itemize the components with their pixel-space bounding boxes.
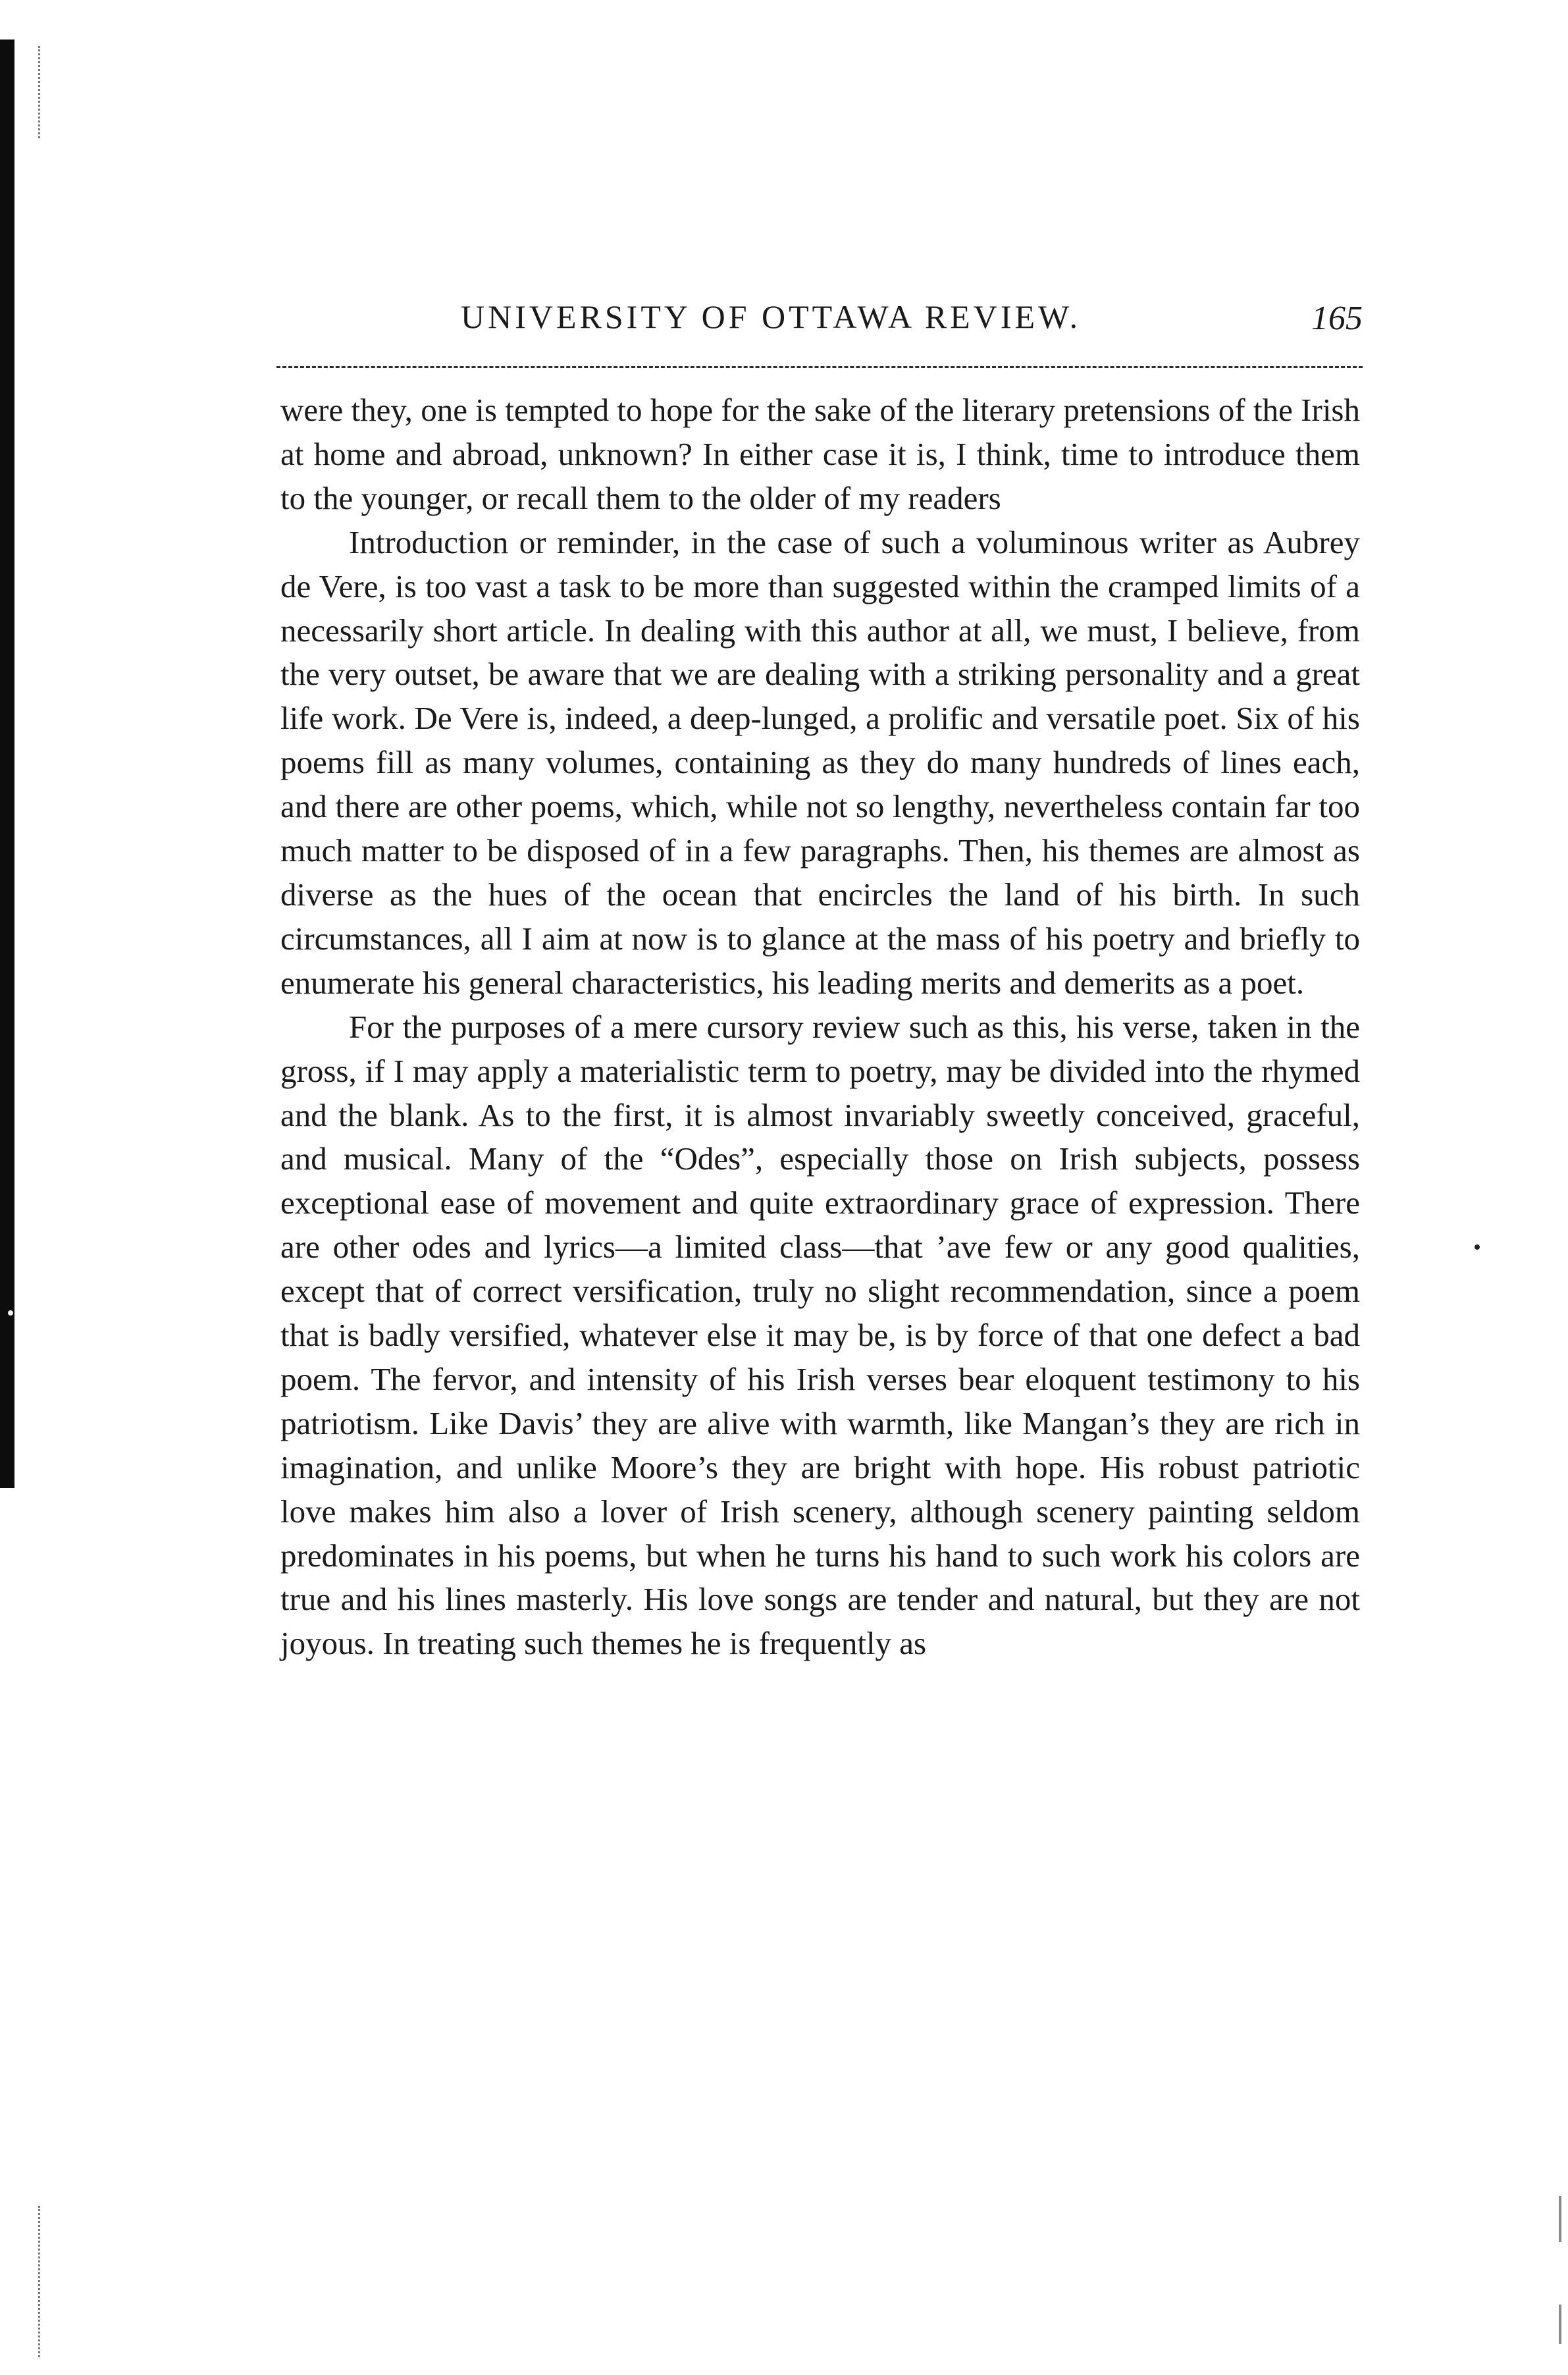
page-number: 165 <box>1311 300 1363 337</box>
scan-smudge <box>1559 2196 1561 2242</box>
running-head <box>276 298 1363 345</box>
scan-smudge <box>1559 2305 1561 2344</box>
ink-speck <box>1475 1244 1480 1250</box>
journal-title: UNIVERSITY OF OTTAWA REVIEW. <box>461 298 1082 335</box>
page-binding-edge <box>0 40 14 1488</box>
article-body <box>280 388 1360 1666</box>
paragraph-verse-review: For the purposes of a mere cursory review such as this, his verse, taken in the gross, if I may apply a materialistic term to poetry, may be divided into the rhymed and the blank. As to the first, it is almost invariably sweetly conceived, graceful, and musical. Many of the “Odes”, especially those on Irish subjects, possess exceptional ease of movement and quite extraordinary grace of expression. There are other odes and lyrics—a limited class—that ’ave few or any good qualities, except that of correct versification, truly no slight recommendation, since a poem that is badly versified, whatever else it may be, is by force of that one defect a bad poem. The fervor, and intensity of his Irish verses bear eloquent testimony to his patriotism. Like Davis’ they are alive with warmth, like Mangan’s they are rich in imagination, and unlike Moore’s they are bright with hope. His robust patriotic love makes him also a lover of Irish scenery, although scenery painting seldom predominates in his poems, but when he turns his hand to such work his colors are true and his lines masterly. His love songs are tender and natural, but they are not joyous. In treating such themes he is frequently as <box>280 1008 1360 1662</box>
ink-speck <box>8 1310 13 1316</box>
header-rule <box>276 366 1363 368</box>
paragraph-continued: were they, one is tempted to hope for the sake of the literary pretensions of the Irish at home and abroad, unknown? In either case it is, I think, time to introduce them to the younger, or recall them to the older of my readers <box>280 392 1360 516</box>
paragraph-introduction: Introduction or reminder, in the case of such a voluminous writer as Aubrey de Vere, is too vast a task to be more than suggested within the cramped limits of a necessarily short article. In dealing with this author at all, we must, I believe, from the very outset, be aware that we are dealing with a striking personality and a great life work. De Vere is, indeed, a deep-lunged, a prolific and versatile poet. Six of his poems fill as many volumes, containing as they do many hundreds of lines each, and there are other poems, which, while not so lengthy, nevertheless contain far too much matter to be disposed of in a few paragraphs. Then, his themes are almost as diverse as the hues of the ocean that encircles the land of his birth. In such circumstances, all I aim at now is to glance at the mass of his poetry and briefly to enumerate his general characteristics, his leading merits and demerits as a poet. <box>280 523 1360 1001</box>
binding-stitch-marks-lower <box>38 2206 48 2357</box>
binding-stitch-marks <box>38 46 48 138</box>
